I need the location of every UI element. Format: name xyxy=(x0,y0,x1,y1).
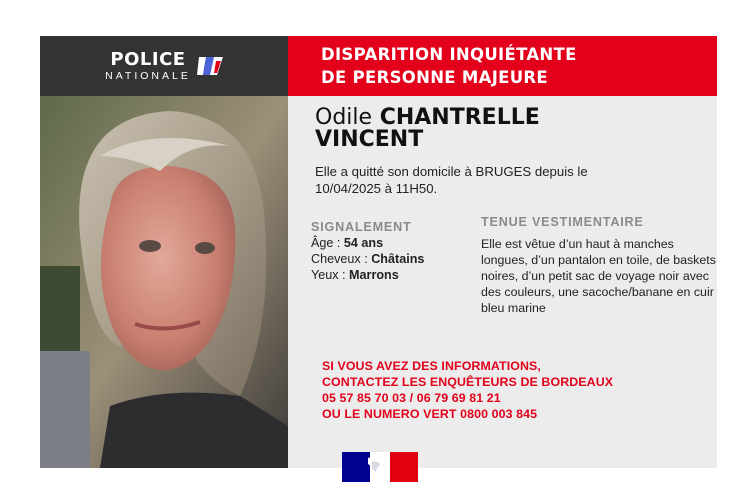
person-last-name: CHANTRELLE xyxy=(379,105,540,130)
departure-info: Elle a quitté son domicile à BRUGES depuis le 10/04/2025 à 11H50. xyxy=(315,164,588,196)
signalement-title: SIGNALEMENT xyxy=(311,220,412,234)
person-name-line1 xyxy=(315,107,540,129)
details-panel xyxy=(288,96,717,468)
tenue-title: TENUE VESTIMENTAIRE xyxy=(481,215,644,229)
alert-header xyxy=(288,36,717,96)
person-first-name: Odile xyxy=(315,105,373,130)
brand-name: POLICE xyxy=(110,48,186,70)
portrait-photo xyxy=(40,96,288,468)
alert-title-line2: DE PERSONNE MAJEURE xyxy=(321,68,548,87)
portrait-image xyxy=(40,96,288,468)
signalement-age: Âge : 54 ans xyxy=(311,236,384,250)
alert-title-line1: DISPARITION INQUIÉTANTE xyxy=(321,45,577,64)
contact-green-number: OU LE NUMERO VERT 0800 003 845 xyxy=(322,407,538,421)
tenue-description: Elle est vêtue d’un haut à manches longues, d’un pantalon en toile, de baskets noires, d’un petit sac de voyage noir avec des couleurs, une sacoche/banane en cuir bleu marine xyxy=(481,237,716,315)
signalement-eyes: Yeux : Marrons xyxy=(311,268,399,282)
person-name-line2: VINCENT xyxy=(315,127,424,152)
tricolor-stripes-icon xyxy=(197,55,223,77)
poster xyxy=(40,36,717,468)
contact-phone-numbers: 05 57 85 70 03 / 06 79 69 81 21 xyxy=(322,391,501,405)
contact-line-1: SI VOUS AVEZ DES INFORMATIONS, xyxy=(322,359,541,373)
signalement-hair: Cheveux : Châtains xyxy=(311,252,425,266)
brand-subtitle: NATIONALE xyxy=(105,69,191,82)
marianne-flag-icon xyxy=(342,452,418,482)
police-logo xyxy=(40,36,288,96)
contact-line-2: CONTACTEZ LES ENQUÊTEURS DE BORDEAUX xyxy=(322,375,614,389)
